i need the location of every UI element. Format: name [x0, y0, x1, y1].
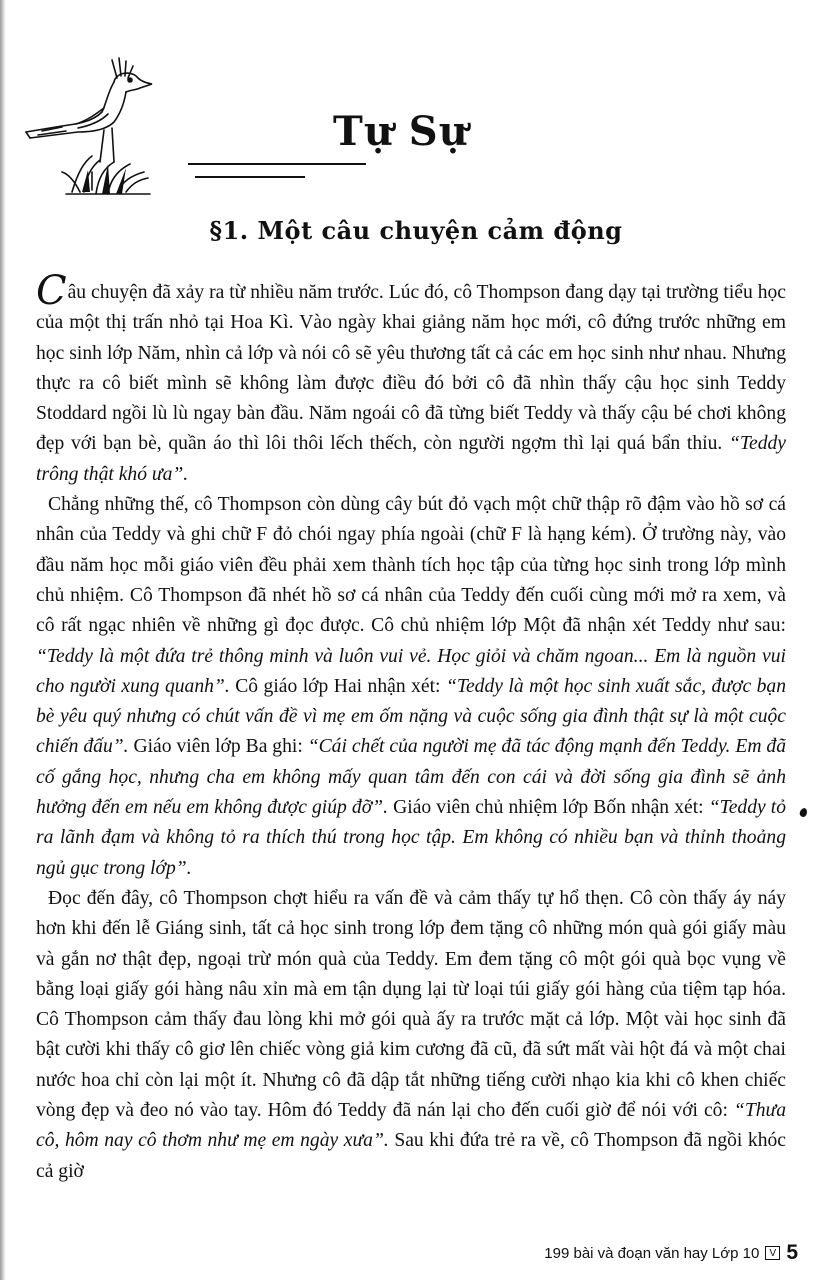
book-series-icon: V [765, 1246, 780, 1260]
paragraph-1-text: âu chuyện đã xảy ra từ nhiều năm trước. Lúc đó, cô Thompson đang dạy tại trường tiểu học của một thị trấn nhỏ tại Hoa Kì. Vào ngày khai giảng năm học mới, cô đứng trước những em học sinh lớp Năm, nhìn cả lớp và nói cô sẽ yêu thương tất cả các em học sinh như nhau. Nhưng thực ra cô biết mình sẽ không làm được điều đó bởi cô đã nhìn thấy cậu học sinh Teddy Stoddard ngồi lù lù ngay bàn đầu. Năm ngoái cô đã từng biết Teddy và thấy cậu bé chơi không đẹp với bạn bè, quần áo thì lôi thôi lếch thếch, còn người ngợm thì lại quá bẩn thỉu. [36, 282, 786, 455]
quote: “Teddy tỏ ra lãnh đạm và không tỏ ra thích thú trong học tập. Em không có nhiều bạn và thỉnh thoảng ngủ gục trong lớp”. [36, 797, 787, 879]
paragraph-3 [36, 884, 786, 1187]
margin-ink-mark [799, 807, 809, 818]
quote: “Teddy là một học sinh xuất sắc, được bạn bè yêu quý nhưng có chút vấn đề vì mẹ em ốm nặng và cuộc sống gia đình thật sự là một cuộc chiến đấu”. [36, 675, 786, 758]
quote: “Teddy là một đứa trẻ thông minh và luôn vui vẻ. Học giỏi và chăm ngoan... Em là nguồn vui cho người xung quanh”. [36, 645, 786, 697]
quote: “Teddy trông thật khó ưa”. [36, 433, 786, 485]
chapter-title: Tự Sự [333, 108, 469, 155]
page-number: 5 [786, 1241, 798, 1264]
title-underline [188, 163, 366, 165]
drop-cap: C [36, 268, 67, 314]
paragraph-2-text: Giáo viên lớp Ba ghi: [133, 736, 303, 758]
section-title: §1. Một câu chuyện cảm động [209, 216, 623, 245]
title-underline-short [195, 176, 305, 178]
book-title: 199 bài và đoạn văn hay Lớp 10 [544, 1244, 760, 1262]
paragraph-3-text: Đọc đến đây, cô Thompson chợt hiểu ra vấn đề và cảm thấy tự hổ thẹn. Cô còn thấy áy náy hơn khi đến lễ Giáng sinh, tất cả học sinh trong lớp đem tặng cô những món quà gói giấy màu và gắn nơ thật đẹp, ngoại trừ món quà của Teddy. Em đem tặng cô một gói quà bọc vụng về bằng loại giấy gói hàng nâu xỉn mà em tận dụng lại từ loại túi giấy gói hàng của tiệm tạp hóa. Cô Thompson cảm thấy đau lòng khi mở gói quà ấy ra trước mặt cả lớp. Một vài học sinh đã bật cười khi thấy cô giơ lên chiếc vòng giả kim cương đã cũ, đã sứt mất vài hột đá và một chai nước hoa chỉ còn lại một ít. Nhưng cô đã dập tắt những tiếng cười nhạo kia khi cô khen chiếc vòng đẹp và đeo nó vào tay. Hôm đó Teddy đã nán lại cho đến cuối giờ để nói với cô: [36, 887, 786, 1122]
quote: “Thưa cô, hôm nay cô thơm như mẹ em ngày xưa”. [36, 1100, 786, 1152]
bird-illustration-icon [22, 52, 162, 197]
page-binding-edge [0, 0, 6, 1280]
quote: “Cái chết của người mẹ đã tác động mạnh đến Teddy. Em đã cố gắng học, nhưng cha em không mấy quan tâm đến con cái và đời sống gia đình sẽ ảnh hưởng đến em nếu em không được giúp đỡ”. [36, 736, 786, 819]
paragraph-3-text: Sau khi đứa trẻ ra về, cô Thompson đã ngồi khóc cả giờ [36, 1130, 786, 1182]
article-body [36, 268, 787, 1187]
page-footer [544, 1241, 798, 1265]
paragraph-2 [36, 490, 786, 884]
paragraph-2-text: Chẳng những thế, cô Thompson còn dùng cây bút đỏ vạch một chữ thập rõ đậm vào hồ sơ cá nhân của Teddy và ghi chữ F đỏ chói ngay phía ngoài (chữ F là hạng kém). Ở trường này, vào đầu năm học mỗi giáo viên đều phải xem thành tích học tập của từng học sinh trong lớp mình chủ nhiệm. Cô Thompson đã nhét hồ sơ cá nhân của Teddy đến cuối cùng mới mở ra xem, và cô rất ngạc nhiên về những gì đọc được. Cô chủ nhiệm lớp Một đã nhận xét Teddy như sau: [36, 494, 786, 637]
paragraph-2-text: Cô giáo lớp Hai nhận xét: [235, 675, 441, 697]
paragraph-2-text: Giáo viên chủ nhiệm lớp Bốn nhận xét: [393, 797, 704, 819]
paragraph-1 [36, 268, 786, 490]
